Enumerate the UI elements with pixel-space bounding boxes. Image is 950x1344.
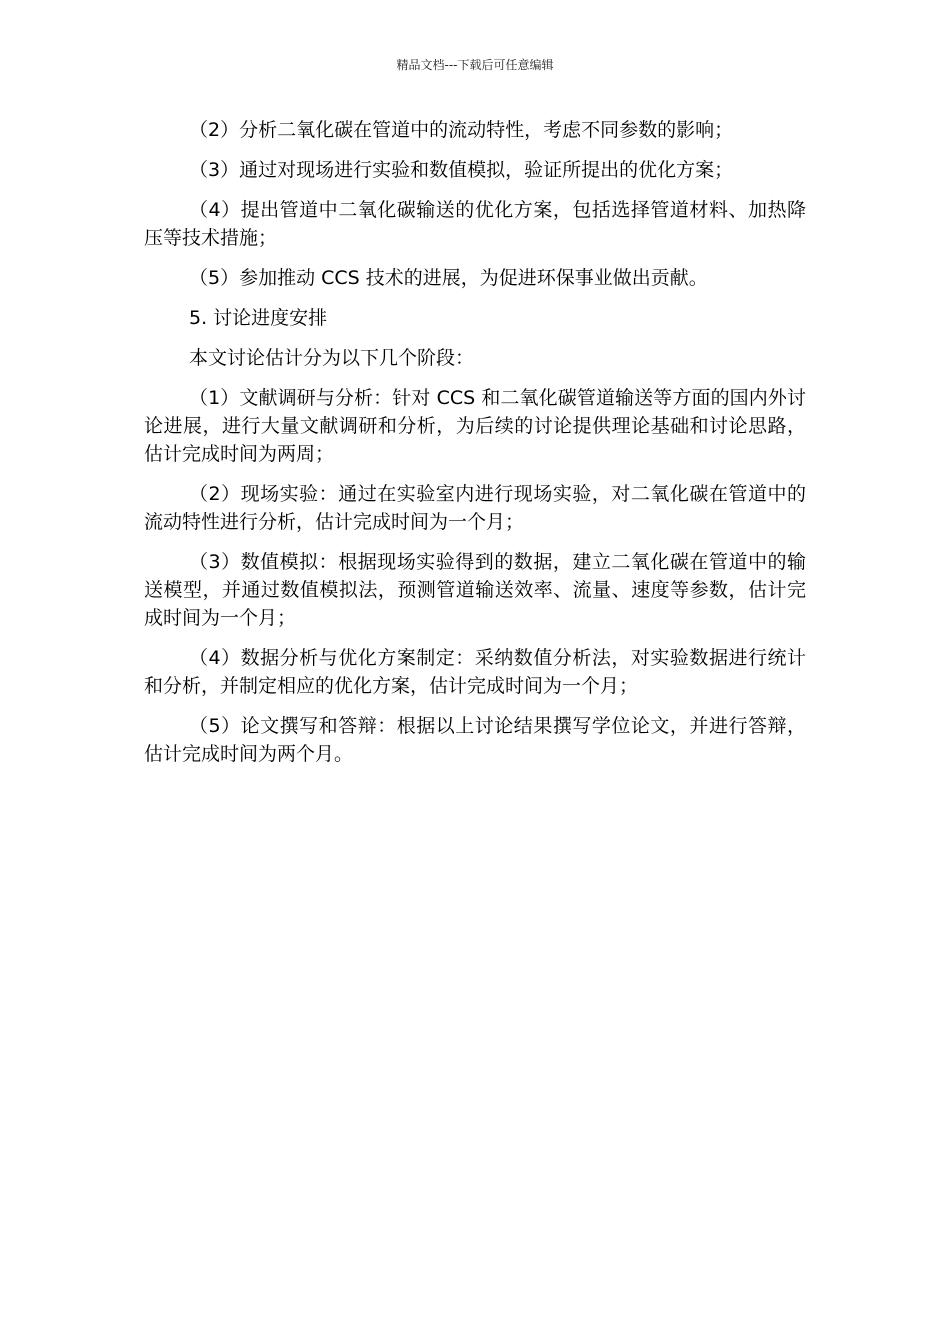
paragraph-objective-2: （2）分析二氧化碳在管道中的流动特性，考虑不同参数的影响；	[189, 119, 734, 141]
paragraph-stage-2: （2）现场实验：通过在实验室内进行现场实验，对二氧化碳在管道中的流动特性进行分析，估计完成时间为一个月；	[144, 483, 806, 533]
paragraph-objective-3: （3）通过对现场进行实验和数值模拟，验证所提出的优化方案；	[189, 159, 734, 181]
paragraph-stage-5: （5）论文撰写和答辩：根据以上讨论结果撰写学位论文，并进行答辩，估计完成时间为两个月。	[144, 715, 806, 765]
paragraph-objective-4: （4）提出管道中二氧化碳输送的优化方案，包括选择管道材料、加热降压等技术措施；	[144, 199, 806, 249]
paragraph-stage-3: （3）数值模拟：根据现场实验得到的数据，建立二氧化碳在管道中的输送模型，并通过数值模拟法，预测管道输送效率、流量、速度等参数，估计完成时间为一个月；	[144, 551, 806, 629]
document-body	[144, 116, 806, 780]
paragraph-stage-4: （4）数据分析与优化方案制定：采纳数值分析法，对实验数据进行统计和分析，并制定相应的优化方案，估计完成时间为一个月；	[144, 647, 806, 697]
paragraph-stage-1: （1）文献调研与分析：针对 CCS 和二氧化碳管道输送等方面的国内外讨论进展，进行大量文献调研和分析，为后续的讨论提供理论基础和讨论思路，估计完成时间为两周；	[144, 387, 806, 465]
page-header: 精品文档---下载后可任意编辑	[396, 58, 554, 72]
paragraph-objective-5: （5）参加推动 CCS 技术的进展，为促进环保事业做出贡献。	[189, 267, 708, 289]
paragraph-schedule-intro: 本文讨论估计分为以下几个阶段：	[189, 347, 475, 369]
section-heading-schedule: 5. 讨论进度安排	[189, 307, 328, 329]
